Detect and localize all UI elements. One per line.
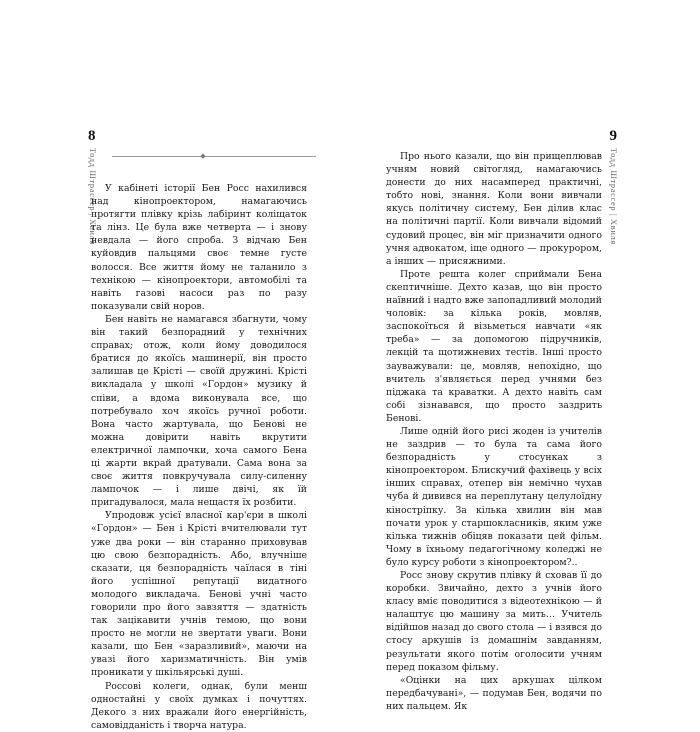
paragraph: Росс знову скрутив плівку й сховав її до коробки. Звичайно, дехто з учнів його класу вміє поводитися з відеотехнікою — й налаштує цю машину за мить… Учитель відійшов назад до свого стола — і взявся до стосу аркушів із домашнім завданням, результати якого потім оголосити учням перед показом фільму. bbox=[386, 570, 602, 673]
paragraph: Упродовж усієї власної кар'єри в школі «Гордон» — Бен і Крісті вчителювали тут уже два роки — він старанно приховував цю свою безпорадність. Або, влучніше сказати, ця безпорадність чаїлася в тіні його успішної репутації видатного молодого викладача. Бенові учні часто говорили про його завзяття — здатність так зацікавити учнів темою, що вони просто не могли не звертати уваги. Вони казали, що Бен «заразливий», маючи на увазі його харизматичність. Він умів проникати у шкільярські душі. bbox=[91, 510, 307, 679]
body-text-right bbox=[386, 150, 602, 713]
left-page bbox=[0, 0, 350, 731]
right-page bbox=[350, 0, 700, 712]
paragraph: У кабінеті історії Бен Росс нахилився над кінопроектором, намагаючись протягти плівку крізь лабіринт коліщаток та лінз. Це була вже четверта — і знову невдала — його спроба. З відчаю Бен куйовдив пальцями своє темне густе волосся. Все життя йому не таланило з технікою — кінопроектори, автомобілі та навіть газові насоси раз по разу показували свій норов. bbox=[91, 183, 307, 312]
paragraph: Россові колеги, однак, були менш одностайні у своїх думках і почуттях. Декого з них вражали його енергійність, самовідданість і творча натура. bbox=[91, 680, 307, 731]
ornament-icon: ◆ bbox=[200, 152, 206, 160]
paragraph: Проте решта колег сприймали Бена скептичніше. Дехто казав, що він просто наївний і надто вже запопадливий молодий чоловік: за кілька років, мовляв, заспокоїться й візьметься навчати «як треба» — за допомогою підручників, лекцій та щотижневих тестів. Інші просто зауважували: це, мовляв, непохідно, що вчитель з'являється перед учнями без піджака та краватки. А дехто навіть сам собі зізнавався, що просто заздрить Бенові. bbox=[386, 268, 602, 424]
paragraph: «Оцінки на цих аркушах цілком передбачувані», — подумав Бен, водячи по них пальцем. Як bbox=[386, 674, 602, 712]
paragraph: Бен навіть не намагався збагнути, чому він такий безпорадний у технічних справах; отож, коли йому доводилося братися до якоїсь машинерії, він просто залишав це Крісті — своїй дружині. Крісті викладала у школі «Гордон» музику й співи, а вдома виконувала все, що потребувало хоч якоїсь ручної роботи. Вона часто жартувала, що Бенові не можна довірити навіть вкрутити електричної лампочки, хоча самого Бена ці жарти вкрай дратували. Сама вона за своє життя повкручувала силу-силенну лампочок — і лише двічі, як їй пригадувалося, мала нещастя їх розбити. bbox=[91, 313, 307, 509]
running-head-right: Тодд Штрассер | Хвиля bbox=[609, 148, 619, 245]
page-number-right: 9 bbox=[609, 128, 617, 144]
paragraph: Лише одній його рисі жоден із учителів не заздрив — то була та сама його безпорадність у стосунках з кінопроектором. Блискучий фахівець у всіх інших справах, отепер він немічно чухав чуба й дивився на переплутану целулоїдну кіностріпку. За кілька хвилин він мав почати урок у старшокласників, яким уже кілька тижнів обіцяв показати цей фільм. Чому в їхньому педагогічному коледжі не було курсу роботи з кінопроектором?.. bbox=[386, 425, 602, 568]
paragraph: Про нього казали, що він прищеплював учням новий світогляд, намагаючись донести до них насамперед практичні, тобто нові, знання. Коли вони вивчали якусь політичну систему, Бен ділив клас на політичні партії. Коли вивчали відомий судовий процес, він міг призначити одного учня адвокатом, іще одного — прокурором, а інших — присяжними. bbox=[386, 151, 602, 267]
header-rule-left bbox=[112, 156, 316, 157]
page-number-left: 8 bbox=[88, 128, 96, 144]
body-text-left bbox=[91, 182, 307, 732]
running-head-left: Тодд Штрассер | Хвиля bbox=[88, 148, 98, 245]
